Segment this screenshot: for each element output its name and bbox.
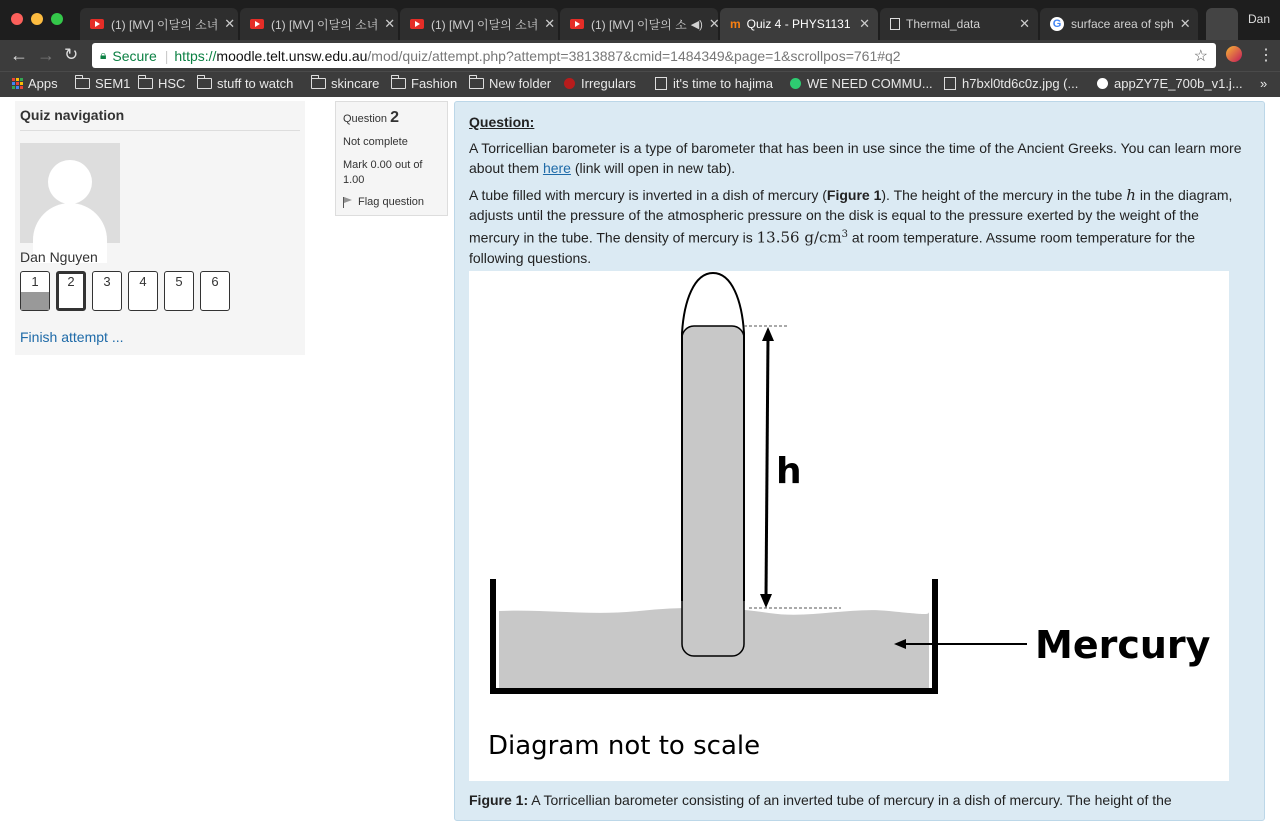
bookmark-folder[interactable]: Fashion — [391, 76, 457, 91]
google-icon: G — [1050, 17, 1064, 31]
page-content — [0, 97, 1280, 808]
page-icon — [655, 77, 667, 90]
maximize-window-button[interactable] — [51, 13, 63, 25]
close-tab-icon[interactable]: ✕ — [544, 16, 556, 31]
close-window-button[interactable] — [11, 13, 23, 25]
browser-tab[interactable]: G surface area of sph ✕ — [1040, 8, 1198, 40]
folder-icon — [197, 78, 212, 89]
close-tab-icon[interactable]: ✕ — [384, 16, 396, 31]
close-tab-icon[interactable]: ✕ — [1019, 16, 1030, 31]
secure-label: Secure — [112, 47, 157, 64]
bookmark-page[interactable]: h7bxl0td6c0z.jpg (... — [944, 76, 1078, 91]
forward-arrow-icon[interactable]: → — [37, 45, 55, 65]
bookmark-folder[interactable]: skincare — [311, 76, 379, 91]
bookmark-irregulars[interactable]: Irregulars — [564, 76, 636, 91]
folder-icon — [311, 78, 326, 89]
moodle-icon: m — [730, 17, 741, 31]
barometer-diagram — [469, 271, 1229, 781]
figure-caption: Figure 1: A Torricellian barometer consisting of an inverted tube of mercury in a dish of mercury. The height of the — [469, 792, 1172, 808]
bookmark-page[interactable]: it's time to hajima — [655, 76, 773, 91]
figure-1 — [469, 271, 1229, 781]
close-tab-icon[interactable]: ✕ — [224, 16, 236, 31]
finish-attempt-link[interactable]: Finish attempt ... — [20, 329, 124, 345]
mercury-label: Mercury — [1035, 623, 1211, 667]
youtube-icon — [410, 19, 424, 29]
extension-icon[interactable] — [1226, 46, 1242, 62]
browser-tab[interactable]: (1) [MV] 이달의 소녀 ✕ — [400, 8, 558, 40]
here-link[interactable]: here — [542, 160, 571, 176]
quiz-nav-question-2[interactable]: 2 — [56, 271, 86, 311]
height-label: h — [776, 451, 802, 492]
browser-tab[interactable]: (1) [MV] 이달의 소녀 ✕ — [240, 8, 398, 40]
tab-bar — [0, 0, 1280, 40]
lock-icon: 🔒︎ — [100, 48, 107, 62]
bookmark-folder[interactable]: SEM1 — [75, 76, 130, 91]
browser-chrome — [0, 0, 1280, 97]
quiz-nav-question-3[interactable]: 3 — [92, 271, 122, 311]
user-name[interactable]: Dan Nguyen — [20, 249, 98, 265]
quiz-nav-question-5[interactable]: 5 — [164, 271, 194, 311]
bookmark-folder[interactable]: New folder — [469, 76, 551, 91]
site-icon — [564, 78, 575, 89]
site-icon — [790, 78, 801, 89]
folder-icon — [75, 78, 90, 89]
document-icon — [890, 18, 900, 30]
bookmarks-overflow[interactable]: » — [1260, 76, 1268, 91]
question-content — [454, 101, 1265, 821]
browser-tab[interactable]: Thermal_data ✕ — [880, 8, 1038, 40]
speaker-icon[interactable]: ◀︎) — [690, 18, 703, 31]
youtube-icon — [90, 19, 104, 29]
folder-icon — [469, 78, 484, 89]
quiz-navigation-title: Quiz navigation — [20, 107, 300, 131]
browser-tab-active[interactable]: m Quiz 4 - PHYS1131 ✕ — [720, 8, 878, 40]
url-path: /mod/quiz/attempt.php?attempt=3813887&cmid=1484349&page=1&scrollpos=761#q2 — [367, 47, 901, 64]
question-info — [335, 101, 448, 216]
address-bar[interactable]: 🔒︎ Secure | https:// moodle.telt.unsw.edu.au /mod/quiz/attempt.php?attempt=3813887&cmid=1484349&page=1&scrollpos=761#q2 ☆ — [92, 43, 1216, 68]
question-label: Question: — [469, 114, 535, 130]
quiz-nav-question-6[interactable]: 6 — [200, 271, 230, 311]
bookmark-site[interactable]: WE NEED COMMU... — [790, 76, 933, 91]
flag-icon — [343, 197, 352, 208]
url-scheme: https:// — [174, 47, 217, 64]
quiz-nav-question-4[interactable]: 4 — [128, 271, 158, 311]
bookmark-app[interactable]: appZY7E_700b_v1.j... — [1097, 76, 1243, 91]
bookmarks-bar — [0, 71, 1280, 97]
app-icon — [1097, 78, 1108, 89]
bookmark-star-icon[interactable]: ☆ — [1193, 48, 1208, 65]
question-paragraph-1: A Torricellian barometer is a type of barometer that has been in use since the time of the Ancient Greeks. You can learn more about them here (link will open in new tab). — [469, 140, 1242, 176]
close-tab-icon[interactable]: ✕ — [1179, 16, 1191, 31]
reload-icon[interactable]: ↻ — [64, 45, 79, 64]
avatar — [20, 143, 120, 243]
bookmark-folder[interactable]: HSC — [138, 76, 185, 91]
folder-icon — [391, 78, 406, 89]
menu-kebab-icon[interactable]: ⋮ — [1258, 47, 1274, 64]
bookmark-apps[interactable]: Apps — [12, 76, 58, 91]
apps-grid-icon — [12, 78, 23, 89]
browser-tab[interactable]: (1) [MV] 이달의 소녀 ✕ — [80, 8, 238, 40]
window-controls — [11, 13, 63, 25]
back-arrow-icon[interactable]: ← — [10, 45, 28, 65]
height-arrow-top — [762, 327, 774, 341]
page-icon — [944, 77, 956, 90]
youtube-icon — [250, 19, 264, 29]
browser-tab[interactable]: (1) [MV] 이달의 소 ◀︎) ✕ — [560, 8, 718, 40]
close-tab-icon[interactable]: ✕ — [708, 16, 720, 31]
question-number: Question 2 — [343, 109, 399, 126]
folder-icon — [138, 78, 153, 89]
toolbar — [0, 40, 1280, 71]
quiz-navigation-block — [15, 101, 305, 355]
youtube-icon — [570, 19, 584, 29]
question-state: Not complete — [343, 136, 408, 148]
minimize-window-button[interactable] — [31, 13, 43, 25]
height-arrow-bottom — [760, 594, 772, 608]
quiz-nav-question-1[interactable]: 1 — [20, 271, 50, 311]
mercury-column — [682, 326, 744, 656]
bookmark-folder[interactable]: stuff to watch — [197, 76, 293, 91]
new-tab-button[interactable] — [1206, 8, 1238, 40]
diagram-note: Diagram not to scale — [488, 731, 761, 761]
profile-name[interactable]: Dan — [1247, 12, 1270, 26]
height-arrow — [766, 337, 768, 597]
question-paragraph-2: A tube filled with mercury is inverted in a dish of mercury (Figure 1). The height of the mercury in the tube h in the diagram, adjusts until the pressure of the atmospheric pressure on the disk is equal to the pressure exerted by the weight of the mercury in the tube. The density of mercury is 13.56 $g/cm^3$ at room temperature. Assume room temperature for the following questions. — [469, 186, 1233, 266]
question-mark: Mark 0.00 out of 1.00 — [343, 159, 423, 186]
url-host: moodle.telt.unsw.edu.au — [216, 47, 368, 64]
close-tab-icon[interactable]: ✕ — [859, 16, 870, 31]
flag-question-button[interactable]: Flag question — [343, 196, 440, 208]
